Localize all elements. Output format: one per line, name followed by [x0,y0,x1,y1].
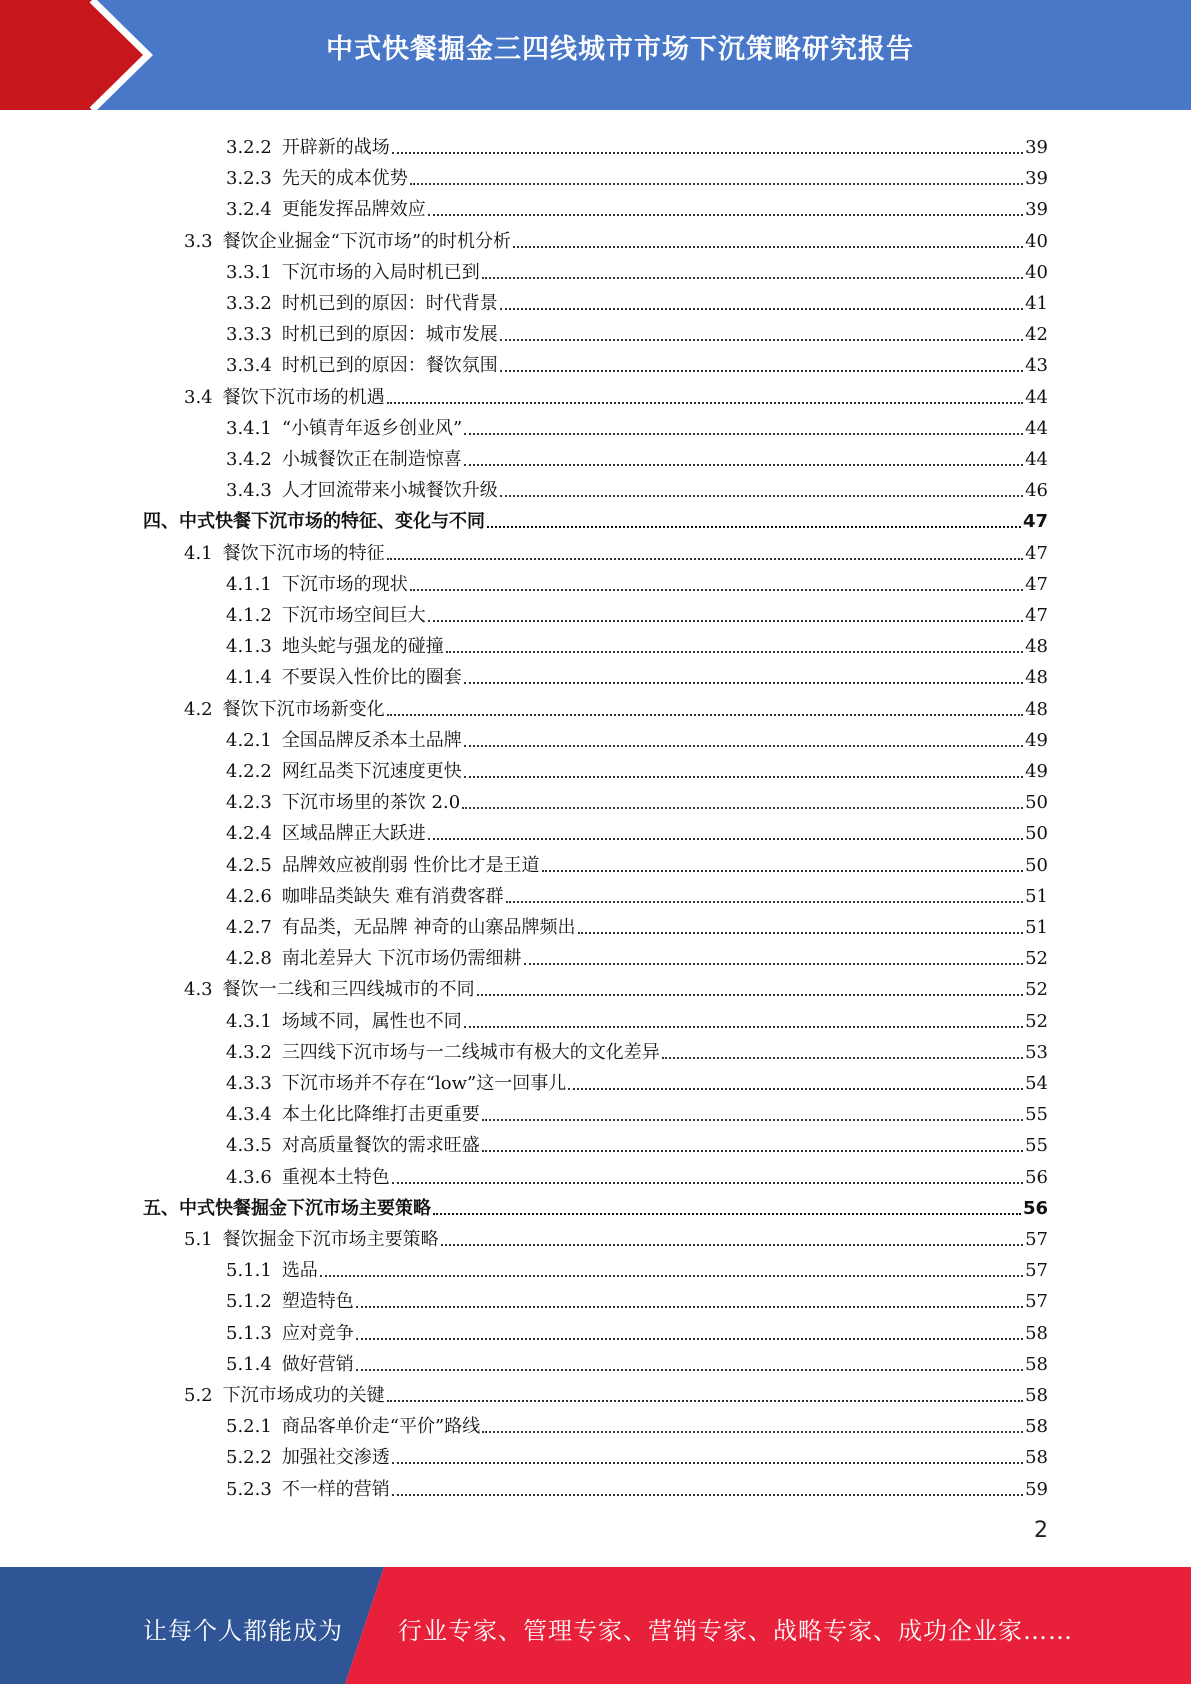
toc-entry-title: “小镇青年返乡创业风” [281,417,463,439]
toc-leader-dots [356,1338,1023,1340]
toc-entry-number: 5.2 [184,1385,213,1406]
toc-entry[interactable] [226,315,1048,346]
toc-entry-title: 咖啡品类缺失 难有消费客群 [281,885,504,907]
toc-entry-page: 40 [1025,261,1048,283]
toc-entry-title: 餐饮下沉市场的特征 [222,542,385,564]
footer-slogan: 让每个人都能成为 [143,1617,343,1645]
toc-entry-page: 58 [1025,1416,1048,1438]
toc-entry[interactable] [226,783,1048,814]
toc-leader-dots [568,1088,1023,1090]
toc-entry[interactable] [226,1126,1048,1157]
toc-entry[interactable] [226,596,1048,627]
toc-entry-page: 50 [1025,854,1048,876]
page-number: 2 [1034,1518,1048,1543]
toc-entry[interactable] [226,752,1048,783]
toc-entry-title: 下沉市场空间巨大 [281,605,426,626]
toc-entry[interactable] [226,1251,1048,1282]
toc-entry-title: 地头蛇与强龙的碰撞 [281,636,444,658]
toc-entry-number: 4.1.3 [226,636,272,658]
toc-entry[interactable] [184,690,1048,721]
toc-entry[interactable] [184,1220,1048,1251]
toc-leader-dots [482,1431,1023,1433]
toc-entry-number: 5.2.2 [226,1447,272,1469]
page-footer [0,1567,1191,1684]
toc-entry-number: 4.3.2 [226,1041,272,1063]
toc-entry-number: 4.3.1 [226,1010,272,1032]
toc-entry[interactable] [226,877,1048,908]
toc-entry-page: 59 [1025,1478,1048,1500]
toc-entry-title: 下沉市场并不存在“low”这一回事儿 [281,1073,567,1094]
toc-leader-dots [387,1400,1023,1402]
toc-entry-page: 57 [1025,1229,1048,1250]
toc-entry-page: 39 [1025,199,1048,221]
toc-entry-title: 更能发挥品牌效应 [281,199,426,221]
toc-entry[interactable] [184,970,1048,1001]
toc-leader-dots [542,870,1024,872]
toc-entry[interactable] [226,128,1048,159]
toc-entry[interactable] [226,440,1048,471]
toc-entry-page: 54 [1025,1073,1048,1094]
toc-entry-title: 网红品类下沉速度更快 [281,761,462,782]
toc-leader-dots [410,183,1023,185]
toc-entry-number: 3.3.2 [226,293,272,314]
toc-entry-number: 4.1 [184,542,213,564]
toc-entry-page: 50 [1025,792,1048,814]
toc-entry-number: 3.3.4 [226,355,272,377]
toc-entry-page: 55 [1025,1135,1048,1157]
toc-entry-page: 52 [1025,1010,1048,1032]
toc-entry[interactable] [226,1314,1048,1345]
toc-entry[interactable] [226,284,1048,315]
toc-leader-dots [356,1369,1023,1371]
toc-leader-dots [410,589,1023,591]
toc-entry-page: 39 [1025,168,1048,190]
footer-expert-list: 行业专家、管理专家、营销专家、战略专家、成功企业家…… [398,1617,1073,1645]
toc-entry-page: 58 [1025,1385,1048,1406]
toc-leader-dots [392,152,1023,154]
toc-entry-page: 43 [1025,355,1048,377]
toc-leader-dots [320,1275,1023,1277]
toc-entry-number: 4.2.7 [226,917,272,938]
toc-entry-page: 44 [1025,449,1048,470]
toc-entry-title: 餐饮企业掘金“下沉市场”的时机分析 [222,230,512,252]
toc-entry-title: 选品 [281,1260,318,1282]
toc-entry-number: 4.2.2 [226,761,272,782]
toc-entry-number: 4.3 [184,979,213,1001]
toc-entry[interactable] [226,627,1048,658]
toc-entry[interactable] [226,1282,1048,1313]
toc-entry-title: 下沉市场里的茶饮 2.0 [281,792,461,814]
toc-leader-dots [428,620,1023,622]
toc-leader-dots [464,433,1023,435]
toc-entry-number: 4.2.1 [226,729,272,751]
toc-entry-title: 时机已到的原因：时代背景 [281,293,498,314]
toc-entry-number: 3.4.1 [226,417,272,439]
toc-entry[interactable] [226,1064,1048,1095]
toc-leader-dots [428,214,1023,216]
toc-leader-dots [477,994,1023,996]
toc-entry-page: 56 [1025,1166,1048,1188]
toc-entry-page: 41 [1025,293,1048,314]
toc-entry-page: 39 [1025,137,1048,158]
toc-entry[interactable] [226,1438,1048,1469]
toc-entry-page: 44 [1025,386,1048,408]
toc-entry-title: 小城餐饮正在制造惊喜 [281,449,462,470]
toc-entry-number: 4.2.8 [226,948,272,970]
toc-entry-number: 4.2 [184,698,213,720]
toc-entry-number: 5.2.3 [226,1478,272,1500]
toc-leader-dots [441,1244,1023,1246]
toc-leader-dots [356,1306,1023,1308]
toc-leader-dots [433,1213,1021,1215]
toc-entry[interactable] [226,1470,1048,1501]
toc-entry-title: 下沉市场的入局时机已到 [281,261,480,283]
toc-entry-page: 47 [1025,605,1048,626]
toc-leader-dots [392,1462,1023,1464]
toc-entry-page: 53 [1025,1041,1048,1063]
toc-entry-title: 区域品牌正大跃进 [281,823,426,845]
toc-entry-title: 中式快餐掘金下沉市场主要策略 [179,1197,431,1219]
toc-entry-page: 46 [1025,480,1048,502]
toc-leader-dots [387,558,1023,560]
toc-entry-number: 4.2.4 [226,823,272,845]
toc-entry-page: 40 [1025,230,1048,252]
toc-entry-title: 商品客单价走“平价”路线 [281,1416,481,1438]
toc-entry[interactable] [184,378,1048,409]
toc-leader-dots [482,1150,1023,1152]
toc-leader-dots [500,308,1023,310]
toc-entry-title: 做好营销 [281,1353,354,1375]
toc-entry-title: 下沉市场的现状 [281,573,408,595]
toc-leader-dots [387,714,1023,716]
toc-entry[interactable] [226,409,1048,440]
toc-entry-page: 47 [1025,573,1048,595]
toc-entry-title: 时机已到的原因：城市发展 [281,324,498,346]
toc-entry[interactable] [226,908,1048,939]
toc-entry-page: 50 [1025,823,1048,845]
toc-entry-title: 对高质量餐饮的需求旺盛 [281,1135,480,1157]
toc-entry-number: 4.3.4 [226,1104,272,1126]
toc-entry-page: 51 [1025,917,1048,938]
toc-entry-number: 5.1.1 [226,1260,272,1282]
toc-entry-number: 3.2.3 [226,168,272,190]
toc-entry-title: 不一样的营销 [281,1478,390,1500]
toc-entry-title: 先天的成本优势 [281,168,408,190]
toc-leader-dots [446,651,1023,653]
toc-entry[interactable] [226,1095,1048,1126]
toc-entry-title: 应对竞争 [281,1322,354,1344]
toc-entry-number: 4.2.5 [226,854,272,876]
toc-entry[interactable] [226,814,1048,845]
toc-entry-page: 58 [1025,1322,1048,1344]
toc-leader-dots [500,495,1023,497]
toc-entry-title: 全国品牌反杀本土品牌 [281,729,462,751]
toc-entry-page: 44 [1025,417,1048,439]
toc-entry-page: 47 [1025,542,1048,564]
toc-entry-number: 5.1.3 [226,1322,272,1344]
toc-entry-title: 三四线下沉市场与一二线城市有极大的文化差异 [281,1041,660,1063]
toc-entry[interactable] [226,1407,1048,1438]
toc-entry-page: 52 [1025,979,1048,1001]
toc-entry-number: 4.3.3 [226,1073,272,1094]
page-header [0,0,1191,110]
toc-entry-title: 塑造特色 [281,1291,354,1313]
toc-leader-dots [482,1119,1023,1121]
toc-entry-number: 3.2.4 [226,199,272,221]
toc-leader-dots [387,402,1023,404]
toc-entry[interactable] [226,721,1048,752]
toc-leader-dots [464,745,1023,747]
toc-entry-page: 58 [1025,1447,1048,1469]
toc-entry-number: 3.3.3 [226,324,272,346]
toc-entry-page: 52 [1025,948,1048,970]
toc-entry-page: 48 [1025,667,1048,689]
toc-entry-page: 55 [1025,1104,1048,1126]
toc-entry[interactable] [226,1002,1048,1033]
toc-entry[interactable] [226,939,1048,970]
toc-entry-number: 3.3 [184,230,213,252]
toc-entry-number: 4.1.1 [226,573,272,595]
toc-leader-dots [506,901,1024,903]
toc-entry[interactable] [226,1345,1048,1376]
toc-entry-number: 3.3.1 [226,261,272,283]
toc-entry[interactable] [226,159,1048,190]
toc-leader-dots [500,339,1023,341]
toc-entry-number: 5.2.1 [226,1416,272,1438]
toc-leader-dots [500,370,1023,372]
toc-entry-number: 5.1.4 [226,1353,272,1375]
toc-entry[interactable] [226,471,1048,502]
toc-entry-page: 48 [1025,636,1048,658]
toc-entry-title: 场域不同，属性也不同 [281,1010,462,1032]
toc-leader-dots [464,682,1023,684]
toc-leader-dots [428,838,1023,840]
toc-leader-dots [482,277,1023,279]
toc-entry-page: 56 [1022,1197,1048,1219]
toc-entry-number: 4.3.6 [226,1166,272,1188]
toc-entry-page: 49 [1025,729,1048,751]
toc-entry-number: 3.4 [184,386,213,408]
toc-entry-number: 3.4.3 [226,480,272,502]
toc-entry-title: 餐饮下沉市场新变化 [222,698,385,720]
toc-leader-dots [392,1182,1023,1184]
toc-leader-dots [578,932,1024,934]
toc-entry-title: 加强社交渗透 [281,1447,390,1469]
toc-leader-dots [392,1494,1023,1496]
toc-entry-page: 58 [1025,1353,1048,1375]
toc-entry[interactable] [226,346,1048,377]
toc-entry[interactable] [226,253,1048,284]
toc-leader-dots [487,526,1021,528]
toc-entry[interactable] [226,565,1048,596]
toc-entry-number: 四、 [143,511,179,533]
toc-leader-dots [513,246,1023,248]
toc-leader-dots [464,464,1023,466]
toc-entry-title: 重视本土特色 [281,1166,390,1188]
toc-entry-number: 五、 [143,1197,179,1219]
toc-entry-title: 下沉市场成功的关键 [222,1385,385,1406]
toc-leader-dots [462,807,1023,809]
toc-entry-page: 49 [1025,761,1048,782]
toc-entry-page: 42 [1025,324,1048,346]
toc-entry[interactable] [143,502,1048,533]
toc-entry[interactable] [184,222,1048,253]
report-title: 中式快餐掘金三四线城市市场下沉策略研究报告 [326,34,914,65]
toc-entry-title: 不要误入性价比的圈套 [281,667,462,689]
toc-leader-dots [464,1026,1023,1028]
toc-entry-page: 48 [1025,698,1048,720]
toc-entry-number: 3.2.2 [226,137,272,158]
toc-entry-page: 57 [1025,1291,1048,1313]
toc-entry-number: 3.4.2 [226,449,272,470]
toc-leader-dots [662,1057,1023,1059]
toc-entry[interactable] [226,846,1048,877]
toc-entry[interactable] [184,534,1048,565]
toc-entry[interactable] [226,190,1048,221]
toc-entry-page: 51 [1025,885,1048,907]
toc-entry-title: 餐饮掘金下沉市场主要策略 [222,1229,439,1250]
toc-entry-number: 4.2.6 [226,885,272,907]
toc-entry[interactable] [143,1189,1048,1220]
toc-entry-number: 5.1.2 [226,1291,272,1313]
toc-entry-title: 时机已到的原因：餐饮氛围 [281,355,498,377]
toc-entry-title: 南北差异大 下沉市场仍需细耕 [281,948,522,970]
toc-entry-title: 餐饮下沉市场的机遇 [222,386,385,408]
toc-entry-number: 4.3.5 [226,1135,272,1157]
toc-leader-dots [524,963,1024,965]
toc-entry[interactable] [226,1158,1048,1189]
toc-entry-number: 5.1 [184,1229,213,1250]
toc-entry-number: 4.1.2 [226,605,272,626]
toc-entry-title: 有品类，无品牌 神奇的山寨品牌频出 [281,917,576,938]
toc-entry[interactable] [226,658,1048,689]
toc-leader-dots [464,776,1023,778]
toc-entry-title: 餐饮一二线和三四线城市的不同 [222,979,475,1001]
toc-entry-page: 57 [1025,1260,1048,1282]
toc-entry[interactable] [226,1033,1048,1064]
toc-entry-title: 人才回流带来小城餐饮升级 [281,480,498,502]
toc-entry-title: 本土化比降维打击更重要 [281,1104,480,1126]
toc-entry-number: 4.1.4 [226,667,272,689]
toc-entry-title: 品牌效应被削弱 性价比才是王道 [281,854,540,876]
toc-entry[interactable] [184,1376,1048,1407]
toc-entry-title: 中式快餐下沉市场的特征、变化与不同 [179,511,485,533]
toc-entry-number: 4.2.3 [226,792,272,814]
toc-entry-page: 47 [1022,511,1048,533]
toc-entry-title: 开辟新的战场 [281,137,390,158]
